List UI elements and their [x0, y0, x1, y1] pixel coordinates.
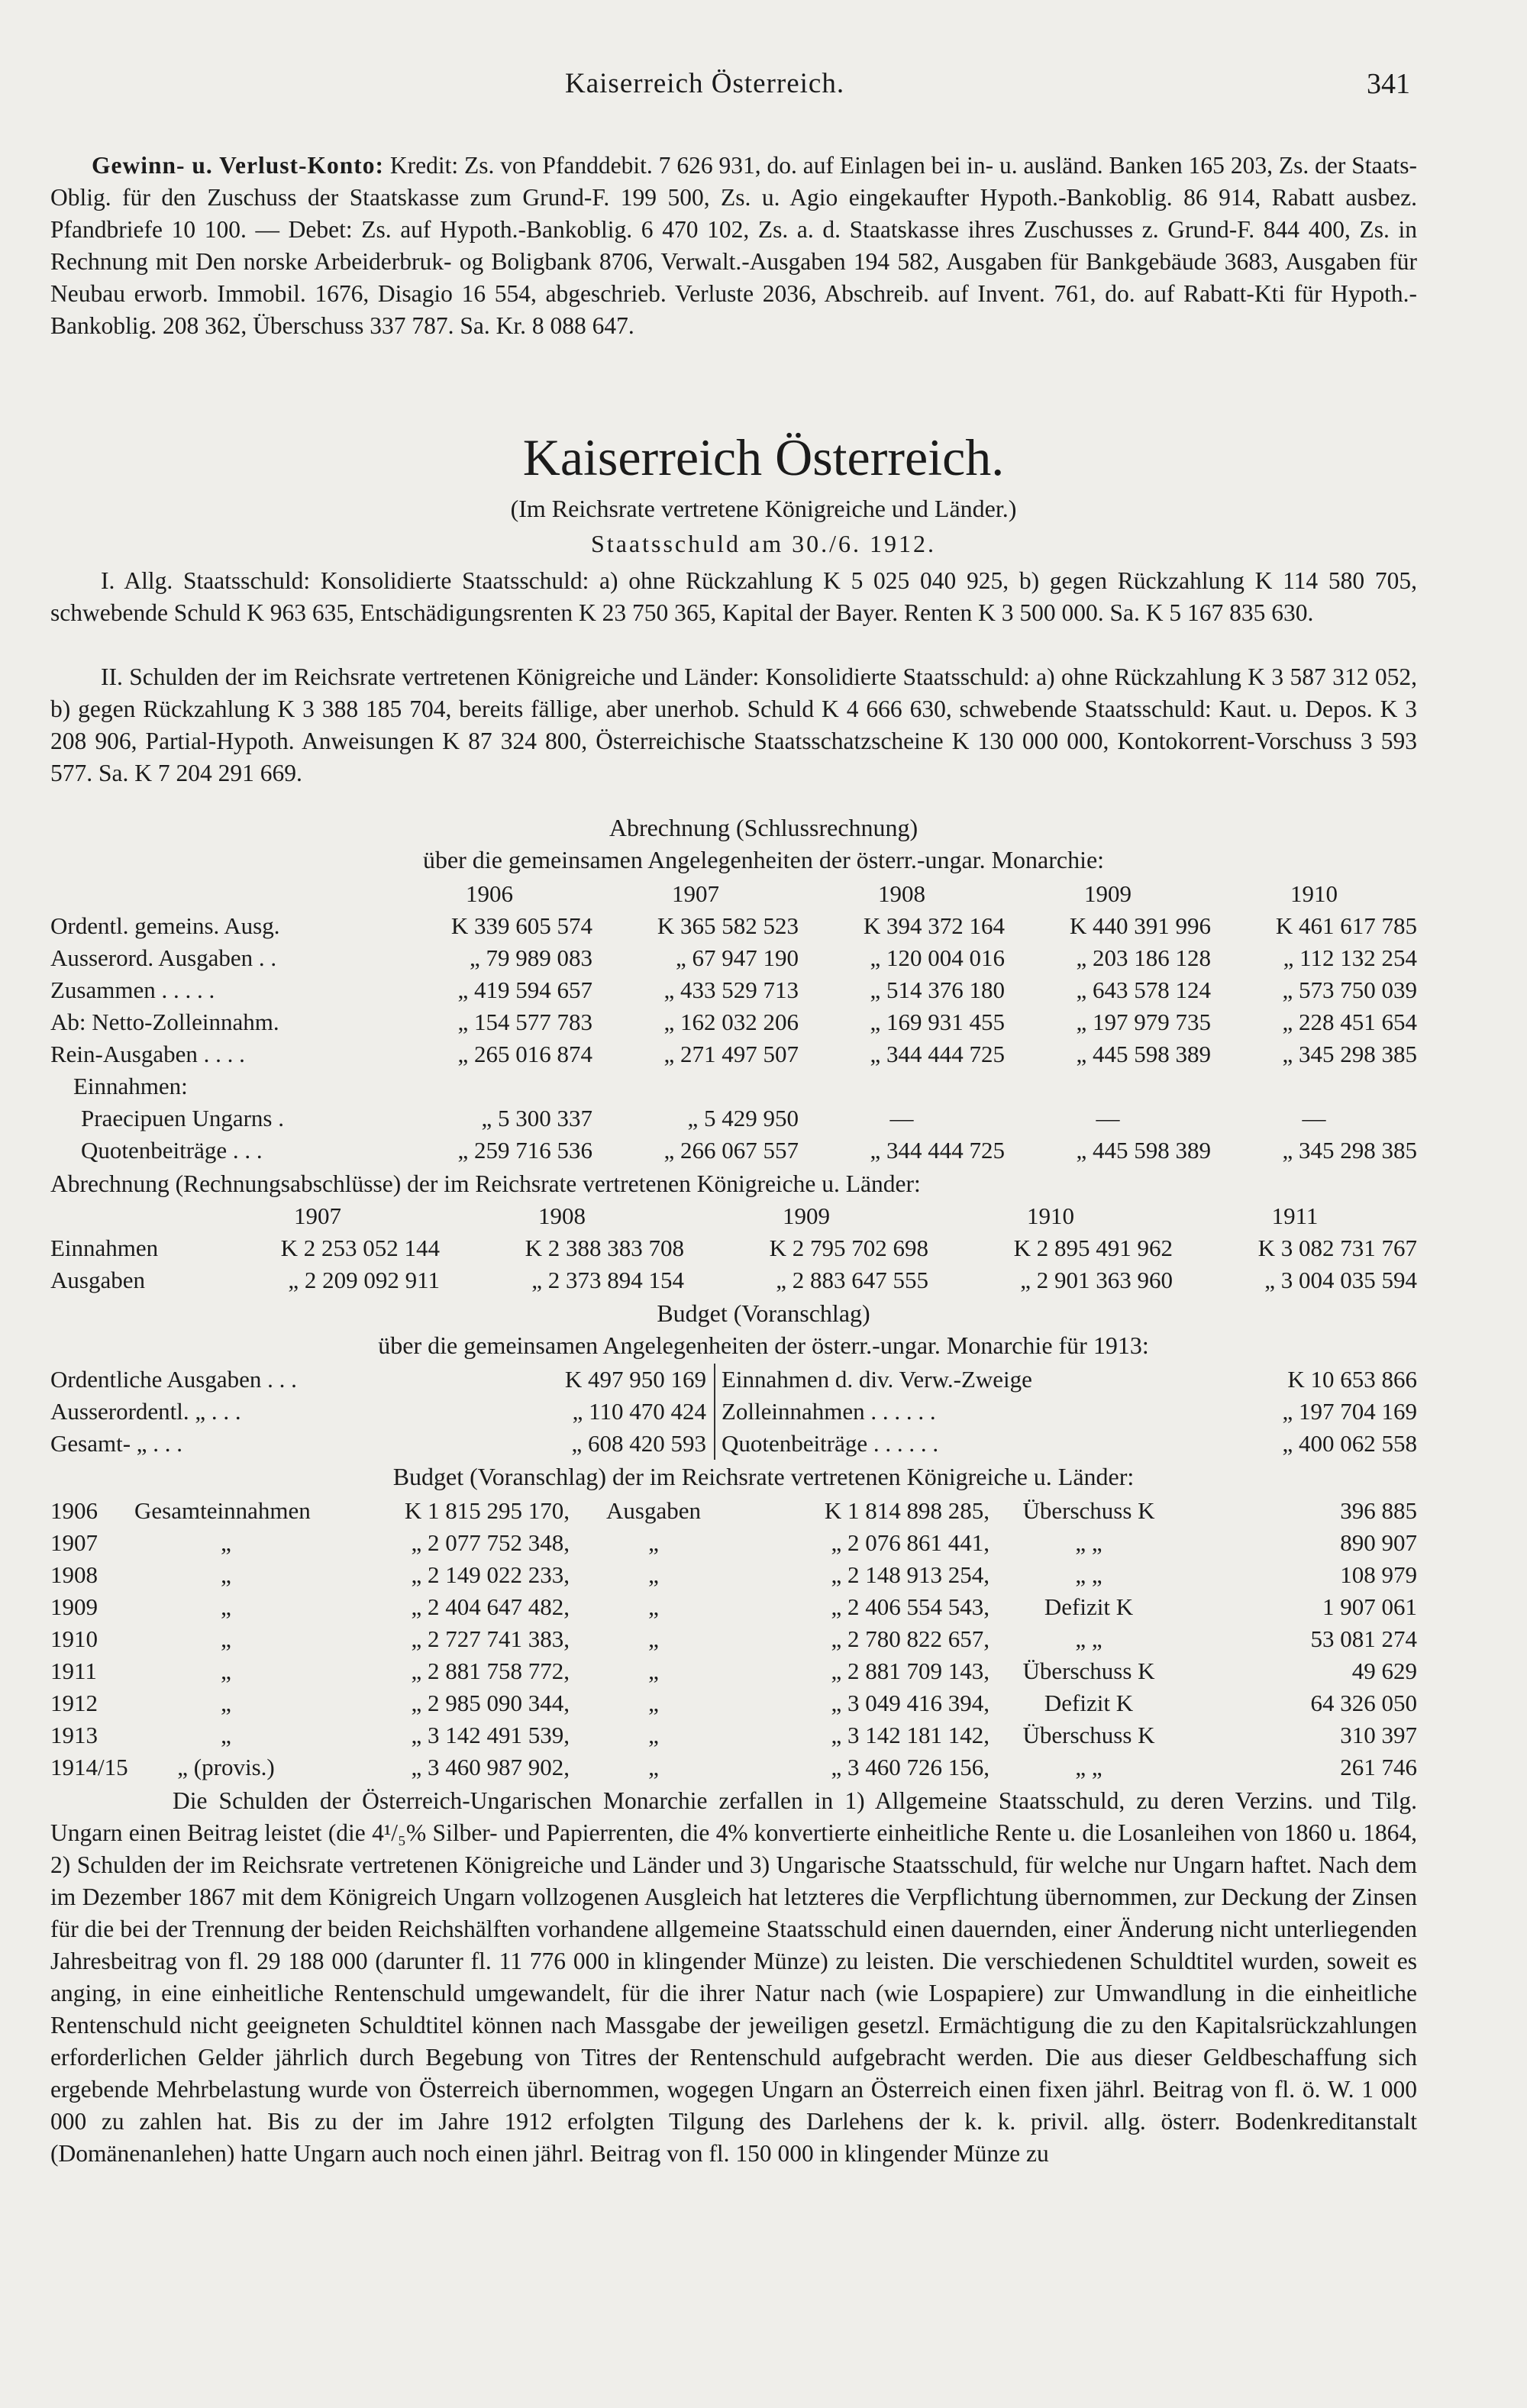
table-row: Ab: Netto-Zolleinnahm. „ 154 577 783 „ 162 032 206 „ 169 931 455 „ 197 979 735 „ 228 451 654	[50, 1009, 1417, 1035]
abrechnung-year-row: 1906 1907 1908 1909 1910	[466, 880, 1338, 907]
table-row: 1906 Gesamteinnahmen K 1 815 295 170, Ausgaben K 1 814 898 285, Überschuss K 396 885	[50, 1497, 1417, 1524]
table-row: 1914/15 „ (provis.) „ 3 460 987 902, „ „ 3 460 726 156, „ „ 261 746	[50, 1754, 1417, 1780]
table-row: Zusammen . . . . . „ 419 594 657 „ 433 529 713 „ 514 376 180 „ 643 578 124 „ 573 750 039	[50, 976, 1417, 1003]
staatsschuld-paragraph-2: II. Schulden der im Reichsrate vertretenen Königreiche und Länder: Konsolidierte Staatsschuld: a) ohne Rückzahlung K 3 587 312 052, b) gegen Rückzahlung K 3 388 185 704, bereits fällige, aber unerhob. Schuld K 4 666 630, schwebende Staatsschuld: Kaut. u. Depos. K 3 208 906, Partial-Hypoth. Anweisungen K 87 324 800, Österreichische Staatsschatzscheine K 130 000 000, Kontokorrent-Vorschuss 3 593 577. Sa. K 7 204 291 669.	[50, 663, 1417, 786]
page-number: 341	[1367, 68, 1410, 100]
intro-text: Kredit: Zs. von Pfanddebit. 7 626 931, do. auf Einlagen bei in- u. ausländ. Banken 165 203, Zs. der Staats-Oblig. für den Zuschuss der Staatskasse zum Grund-F. 199 500, Zs. u. Agio eingekaufter Hypoth.-Bankoblig. 86 914, Rabatt ausbez. Pfandbriefe 10 100. — Debet: Zs. auf Hypoth.-Bankoblig. 6 470 102, Zs. a. d. Staatskasse ihres Zuschusses z. Grund-F. 844 400, Zs. in Rechnung mit Den norske Arbeiderbruk- og Boligbank 8706, Verwalt.-Ausgaben 194 582, Ausgaben für Bankgebäude 3683, Ausgaben für Neubau erworb. Immobil. 1676, Disagio 16 554, abgeschrieb. Verluste 2036, Abschreib. auf Invent. 761, do. auf Rabatt-Kti für Hypoth.-Bankoblig. 208 362, Überschuss 337 787. Sa. Kr. 8 088 647.	[50, 152, 1417, 339]
table-row: Ausserord. Ausgaben . . „ 79 989 083 „ 67 947 190 „ 120 004 016 „ 203 186 128 „ 112 132 254	[50, 944, 1417, 971]
table-row: Rein-Ausgaben . . . . „ 265 016 874 „ 271 497 507 „ 344 444 725 „ 445 598 389 „ 345 298 385	[50, 1041, 1417, 1067]
table-row: 1910 „ „ 2 727 741 383, „ „ 2 780 822 657, „ „ 53 081 274	[50, 1625, 1417, 1652]
page-header	[0, 67, 1527, 113]
staatsschuld-paragraph-1: I. Allg. Staatsschuld: Konsolidierte Staatsschuld: a) ohne Rückzahlung K 5 025 040 925, b) gegen Rückzahlung K 114 580 705, schwebende Schuld K 963 635, Entschädigungsrenten K 23 750 365, Kapital der Bayer. Renten K 3 500 000. Sa. K 5 167 835 630.	[50, 567, 1417, 626]
reichsrat-abrechnung-table	[50, 1200, 1417, 1296]
table-row: Ausserordentl. „ . . . „ 110 470 424 Zolleinnahmen . . . . . . „ 197 704 169	[50, 1396, 1417, 1428]
intro-lead: Gewinn- u. Verlust-Konto:	[92, 152, 384, 179]
table-row: Praecipuen Ungarns . „ 5 300 337 „ 5 429 950 — — —	[81, 1105, 1326, 1131]
table-row: Einnahmen K 2 253 052 144 K 2 388 383 708 K 2 795 702 698 K 2 895 491 962 K 3 082 731 767	[50, 1235, 1417, 1261]
section-title: Kaiserreich Österreich.	[522, 428, 1005, 486]
staatsschuld-heading: Staatsschuld am 30./6. 1912.	[591, 530, 936, 557]
abrechnung-table	[50, 878, 1417, 1167]
table-row: 1909 „ „ 2 404 647 482, „ „ 2 406 554 543, Defizit K 1 907 061	[50, 1593, 1417, 1620]
table-row: Ordentliche Ausgaben . . . K 497 950 169 Einnahmen d. div. Verw.-Zweige K 10 653 866	[50, 1364, 1417, 1396]
table-row: 1908 „ „ 2 149 022 233, „ „ 2 148 913 254, „ „ 108 979	[50, 1561, 1417, 1588]
budget-gemeinsam-heading-1: Budget (Voranschlag)	[657, 1299, 870, 1327]
budget-reichsrat-heading: Budget (Voranschlag) der im Reichsrate vertretenen Königreiche u. Länder:	[392, 1463, 1135, 1490]
table-row: 1913 „ „ 3 142 491 539, „ „ 3 142 181 142, Überschuss K 310 397	[50, 1722, 1417, 1748]
table-row: Quotenbeiträge . . . „ 259 716 536 „ 266 067 557 „ 344 444 725 „ 445 598 389 „ 345 298 385	[81, 1137, 1417, 1164]
table-row: 1912 „ „ 2 985 090 344, „ „ 3 049 416 394, Defizit K 64 326 050	[50, 1690, 1417, 1716]
table-row: 1907 „ „ 2 077 752 348, „ „ 2 076 861 441, „ „ 890 907	[50, 1529, 1417, 1556]
abrechnung-heading-2: über die gemeinsamen Angelegenheiten der österr.-ungar. Monarchie:	[422, 846, 1105, 873]
running-title: Kaiserreich Österreich.	[565, 68, 845, 99]
table-row: Gesamt- „ . . . „ 608 420 593 Quotenbeiträge . . . . . . „ 400 062 558	[50, 1428, 1417, 1460]
reichsrat-year-row: 1907 1908 1909 1910 1911	[294, 1202, 1319, 1229]
table-row: Ordentl. gemeins. Ausg. K 339 605 574 K 365 582 523 K 394 372 164 K 440 391 996 K 461 617 785	[50, 912, 1417, 939]
closing-paragraph: Die Schulden der Österreich-Ungarischen Monarchie zerfallen in 1) Allgemeine Staatsschuld, zu deren Verzins. und Tilg. Ungarn einen Beitrag leistet (die 4¹/₅% Silber- und Papierrenten, die 4% konvertierte einheitliche Rente u. die Losanleihen von 1860 u. 1864, 2) Schulden der im Reichsrate vertretenen Königreiche und Länder und 3) Ungarische Staatsschuld, für welche nur Ungarn haftet. Nach dem im Dezember 1867 mit dem Königreich Ungarn vollzogenen Ausgleich hat letzteres die Verpflichtung übernommen, zur Deckung der Zinsen für die bei der Trennung der beiden Reichshälften vorhandene allgemeine Staatsschuld einen dauernden, einer Änderung nicht unterliegenden Jahresbeitrag von fl. 29 188 000 (darunter fl. 11 776 000 in klingender Münze) zu leisten. Die verschiedenen Schuldtitel wurden, soweit es anging, in eine einheitliche Rentenschuld umgewandelt, für die ihrer Natur nach (wie Lospapiere) zur Umwandlung in die einheitliche Rentenschuld nicht geeigneten Schuldtitel können nach Massgabe der jeweiligen gesetzl. Ermächtigung die zu den Kapitalsrückzahlungen erforderlichen Gelder jährlich durch Begebung von Titres der Rentenschuld aufgebracht werden. Die aus dieser Geldbeschaffung sich ergebende Mehrbelastung wurde von Österreich übernommen, wogegen Ungarn an Österreich einen fixen jährl. Beitrag von fl. ö. W. 1 000 000 zu zahlen hat. Bis zu der im Jahre 1912 erfolgten Tilgung des Darlehens der k. k. privil. allg. österr. Bodenkreditanstalt (Domänenanlehen) hatte Ungarn auch noch einen jährl. Beitrag von fl. 150 000 in klingender Münze zu	[50, 1787, 1417, 2167]
intro-paragraph	[50, 150, 1417, 342]
reichsrat-abrechnung-heading: Abrechnung (Rechnungsabschlüsse) der im Reichsrate vertretenen Königreiche u. Länder:	[50, 1170, 921, 1197]
abrechnung-heading-1: Abrechnung (Schlussrechnung)	[609, 814, 918, 841]
table-row: Einnahmen:	[73, 1073, 188, 1099]
budget-gemeinsam-table	[50, 1364, 1417, 1460]
section-subtitle: (Im Reichsrate vertretene Königreiche und Länder.)	[510, 495, 1017, 522]
table-row: Ausgaben „ 2 209 092 911 „ 2 373 894 154 „ 2 883 647 555 „ 2 901 363 960 „ 3 004 035 594	[50, 1267, 1417, 1293]
budget-gemeinsam-heading-2: über die gemeinsamen Angelegenheiten der österr.-ungar. Monarchie für 1913:	[378, 1332, 1149, 1359]
budget-reichsrat-table	[50, 1495, 1417, 1783]
table-row: 1911 „ „ 2 881 758 772, „ „ 2 881 709 143, Überschuss K 49 629	[50, 1658, 1417, 1684]
